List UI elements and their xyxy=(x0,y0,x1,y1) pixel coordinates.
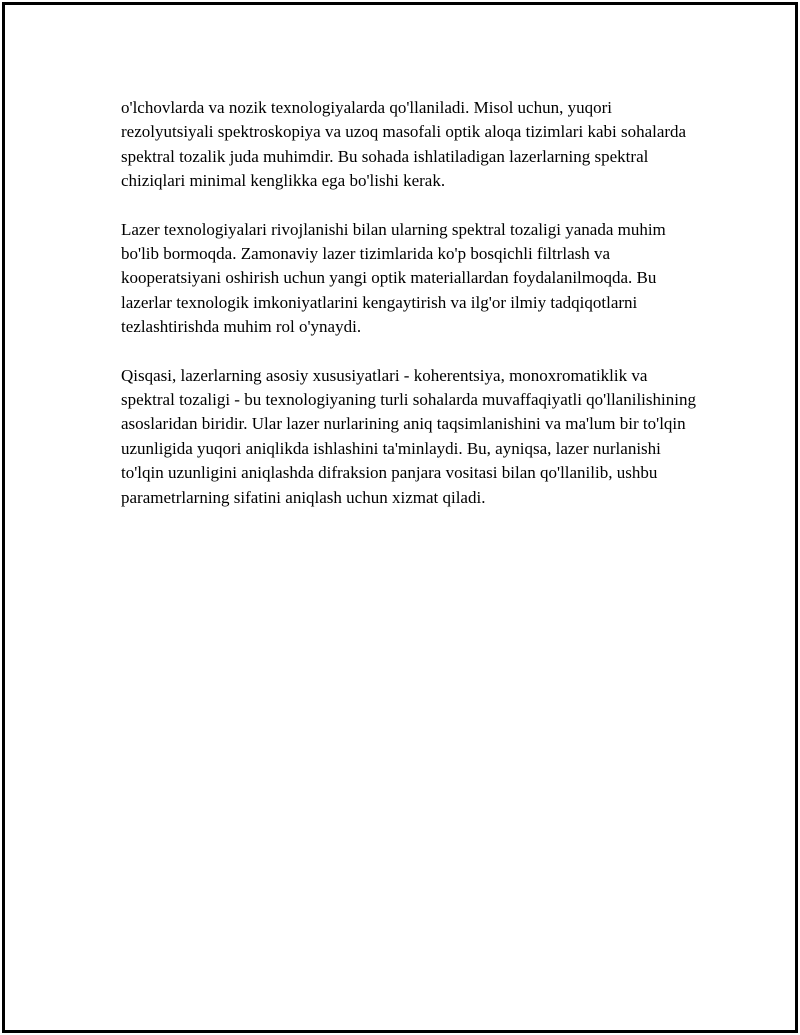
paragraph-3: Qisqasi, lazerlarning asosiy xususiyatlari - koherentsiya, monoxromatiklik va spektral tozaligi - bu texnologiyaning turli sohalarda muvaffaqiyatli qo'llanilishining asoslaridan biridir. Ular lazer nurlarining aniq taqsimlanishini va ma'lum bir to'lqin uzunligida yuqori aniqlikda ishlashini ta'minlaydi. Bu, ayniqsa, lazer nurlanishi to'lqin uzunligini aniqlashda difraksion panjara vositasi bilan qo'llanilib, ushbu parametrlarning sifatini aniqlash uchun xizmat qiladi. xyxy=(121,365,696,507)
paragraph-1: o'lchovlarda va nozik texnologiyalarda qo'llaniladi. Misol uchun, yuqori rezolyutsiyali spektroskopiya va uzoq masofali optik aloqa tizimlari kabi sohalarda spektral tozalik juda muhimdir. Bu sohada ishlatiladigan lazerlarning spektral chiziqlari minimal kenglikka ega bo'lishi kerak. xyxy=(121,98,687,191)
page-frame xyxy=(2,2,798,1033)
paragraph-2: Lazer texnologiyalari rivojlanishi bilan ularning spektral tozaligi yanada muhim bo'lib bormoqda. Zamonaviy lazer tizimlarida ko'p bosqichli filtrlash va kooperatsiyani oshirish uchun yangi optik materiallardan foydalanilmoqda. Bu lazerlar texnologik imkoniyatlarini kengaytirish va ilg'or ilmiy tadqiqotlarni tezlashtirishda muhim rol o'ynaydi. xyxy=(121,219,666,337)
page-body xyxy=(121,96,701,534)
